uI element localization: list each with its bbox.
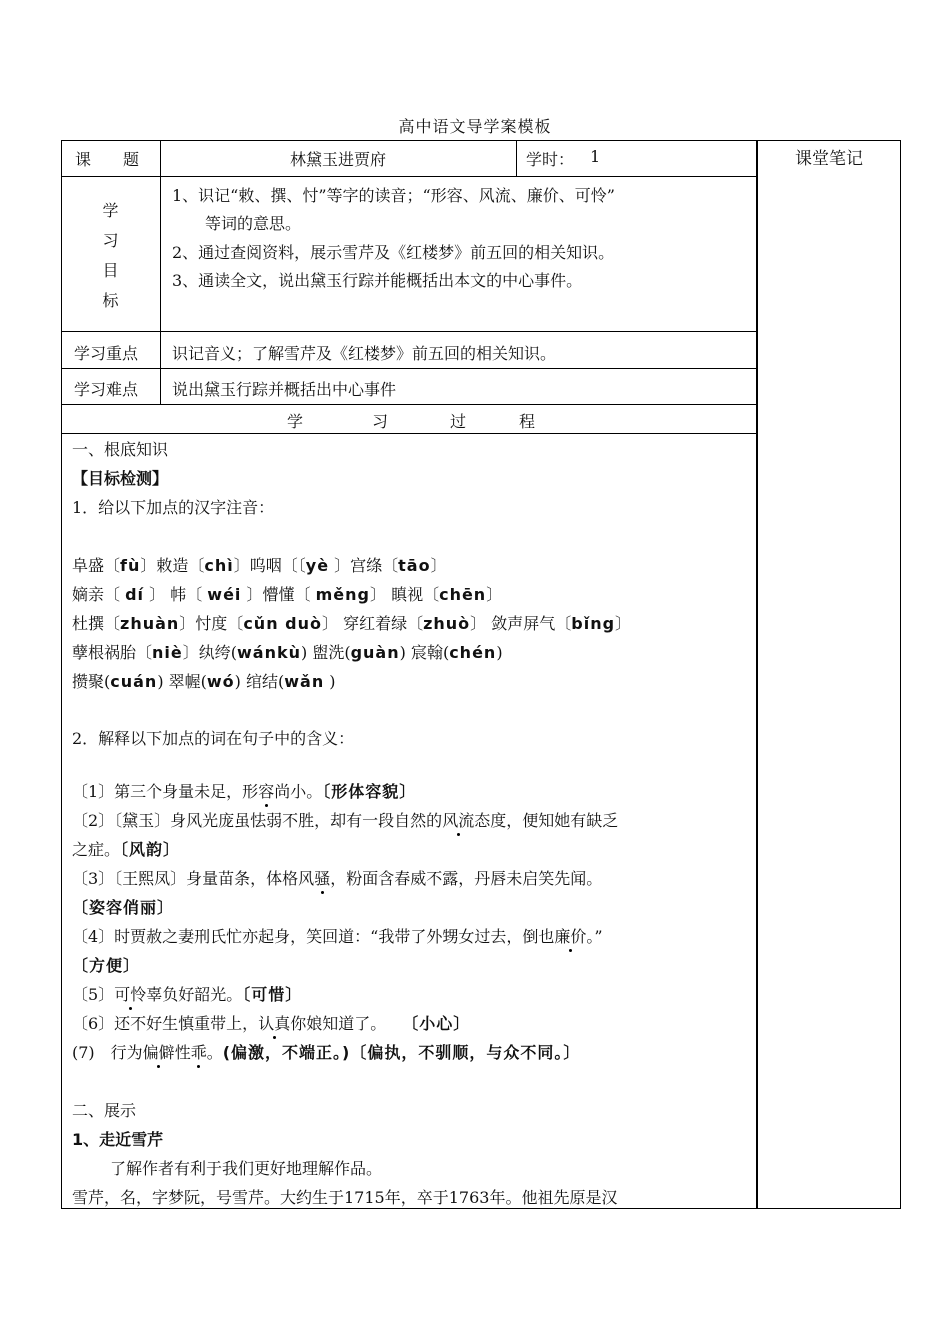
row-divider-1 — [61, 176, 757, 177]
meaning-text: 〔6〕还不好生慎重带上， — [72, 1014, 259, 1033]
topic-label: 课 题 — [75, 150, 140, 169]
meaning-answer: 〔小心〕 — [410, 1014, 471, 1033]
meaning-emphasized-word: 风流 — [442, 811, 475, 830]
meaning-line — [72, 1014, 470, 1034]
row-divider-4 — [61, 404, 757, 405]
pinyin-text: 攒聚( — [72, 672, 111, 691]
objective-1: 1、识记“敕、撰、忖”等字的读音；“形容、风流、廉价、可怜” — [172, 186, 615, 205]
pinyin-text: ) 宸翰( — [399, 643, 450, 662]
pinyin-answer: niè — [152, 643, 183, 662]
meaning-answer: 〔可惜〕 — [242, 985, 303, 1004]
pinyin-text: ) 盥洗( — [301, 643, 351, 662]
pinyin-text: 〕呜咽〔〔 — [233, 556, 306, 575]
objective-2: 2、通过查阅资料，展示雪芹及《红楼梦》前五回的相关知识。 — [172, 243, 615, 262]
meaning-text: 〔1〕第三个身量未足，形 — [72, 782, 259, 801]
pinyin-text: 〕 — [615, 614, 632, 633]
objective-3: 3、通读全文，说出黛玉行踪并能概括出本文的中心事件。 — [172, 271, 583, 290]
process-label-2: 习 — [372, 412, 389, 431]
meaning-text: 之症。 — [72, 840, 121, 859]
key-points-value: 识记音义；了解雪芹及《红楼梦》前五回的相关知识。 — [172, 344, 557, 363]
objectives-label-1: 学 — [102, 201, 119, 220]
meaning-line — [72, 985, 302, 1005]
hours-label: 学时： — [526, 150, 575, 169]
meaning-line — [72, 898, 174, 918]
objectives-label-2: 习 — [102, 231, 119, 250]
pinyin-answer: bǐng — [571, 614, 616, 633]
meaning-emphasized-word: 可怜 — [114, 985, 147, 1004]
pinyin-answer: wánkù — [237, 643, 301, 662]
pinyin-text: 〕敕造〔 — [140, 556, 205, 575]
notes-label: 课堂笔记 — [795, 149, 863, 169]
difficulties-label: 学习难点 — [74, 380, 139, 399]
difficulties-value: 说出黛玉行踪并概括出中心事件 — [172, 380, 397, 399]
pinyin-text: 〕 穿红着绿〔 — [321, 614, 424, 633]
topic-value: 林黛玉进贾府 — [289, 150, 386, 169]
pinyin-answer: chēn — [439, 585, 487, 604]
pinyin-answer: guàn — [350, 643, 400, 662]
meaning-text: 〔3〕〔王熙凤〕身量苗条，体格风 — [72, 869, 315, 888]
meaning-text: 。 — [206, 1043, 223, 1062]
pinyin-text: 〕宫绦〔 — [329, 556, 399, 575]
pinyin-answer: dí — [125, 585, 145, 604]
hours-divider — [516, 140, 517, 176]
meaning-emphasized-word: 廉价 — [554, 927, 587, 946]
key-points-label: 学习重点 — [74, 344, 139, 363]
pinyin-answer: tāo — [398, 556, 431, 575]
section2-heading: 二、展示 — [72, 1101, 137, 1120]
pinyin-text: 〕 — [486, 585, 503, 604]
q2-text: 2．解释以下加点的词在句子中的含义： — [72, 729, 355, 748]
pinyin-text: 孽根祸胎〔 — [72, 643, 153, 662]
pinyin-answer: zhuò — [423, 614, 471, 633]
meaning-text: 〔2〕〔黛玉〕身风光庞虽怯弱不胜，却有一段自然的 — [72, 811, 443, 830]
pinyin-answer: chén — [449, 643, 497, 662]
pinyin-answer: měng — [315, 585, 370, 604]
pinyin-text: ) — [324, 672, 336, 691]
process-label-1: 学 — [287, 412, 304, 431]
meaning-line — [72, 1043, 580, 1063]
pinyin-text: 嫡亲〔 — [72, 585, 126, 604]
pinyin-answer: zhuàn — [120, 614, 180, 633]
objectives-label-4: 标 — [102, 291, 119, 310]
meaning-text: 尚小。 — [274, 782, 323, 801]
row-divider-5 — [61, 433, 757, 434]
meaning-text: ，粉面含春威不露，丹唇未启笑先闻。 — [330, 869, 603, 888]
pinyin-text: 〕忖度〔 — [179, 614, 244, 633]
process-label-4: 程 — [519, 412, 536, 431]
pinyin-answer: chì — [204, 556, 234, 575]
meaning-answer: (偏激，不端正。)〔偏执，不驯顺，与众不同。〕 — [222, 1043, 581, 1062]
intro-text: 了解作者有利于我们更好地理解作品。 — [110, 1159, 383, 1178]
pinyin-line — [72, 672, 336, 692]
target-check-heading: 【目标检测】 — [72, 469, 169, 488]
pinyin-answer: wó — [206, 672, 235, 691]
meaning-answer: 〔方便〕 — [72, 956, 141, 975]
pinyin-text: 〕 瞋视〔 — [369, 585, 440, 604]
meaning-text: 你娘知道了。 — [290, 1014, 411, 1033]
meaning-text: 〔5〕 — [72, 985, 115, 1004]
meaning-emphasized-word: 偏僻 — [142, 1043, 175, 1062]
pinyin-text: ) 绾结( — [234, 672, 285, 691]
meaning-emphasized-word: 骚 — [314, 869, 331, 888]
doc-title: 高中语文导学案模板 — [398, 117, 552, 136]
label-column-divider — [160, 140, 161, 404]
meaning-emphasized-word: 认真 — [258, 1014, 291, 1033]
pinyin-line — [72, 556, 447, 576]
pinyin-text: 〕 — [430, 556, 447, 575]
pinyin-line — [72, 643, 503, 663]
objective-1-cont: 等词的意思。 — [205, 214, 302, 233]
meaning-line — [72, 840, 180, 860]
pinyin-text: 〕纨绔( — [182, 643, 237, 662]
pinyin-text: 〕 帏〔 — [144, 585, 208, 604]
meaning-emphasized-word: 乖 — [190, 1043, 207, 1062]
q1-text: 1．给以下加点的汉字注音： — [72, 498, 275, 517]
meaning-line — [72, 782, 416, 802]
pinyin-answer: wǎn — [284, 672, 325, 691]
hours-value: 1 — [590, 147, 601, 166]
bio-text: 雪芹，名，字梦阮，号雪芹。大约生于1715年，卒于1763年。他祖先原是汉 — [72, 1188, 618, 1207]
sub1-heading: 1、走近雪芹 — [72, 1130, 164, 1149]
pinyin-text: 阜盛〔 — [72, 556, 121, 575]
meaning-emphasized-word: 容 — [258, 782, 275, 801]
section1-heading: 一、根底知识 — [72, 440, 169, 459]
meaning-line — [72, 927, 603, 947]
pinyin-answer: cuán — [110, 672, 158, 691]
pinyin-text: ) — [496, 643, 503, 662]
meaning-line — [72, 956, 140, 976]
meaning-line — [72, 811, 618, 831]
pinyin-answer: yè — [305, 556, 330, 575]
pinyin-text: 〕 敛声屏气〔 — [470, 614, 572, 633]
pinyin-answer: cǔn duò — [243, 614, 322, 633]
meaning-text: 辜负好韶光。 — [146, 985, 243, 1004]
pinyin-text: ) 翠幄( — [157, 672, 207, 691]
meaning-text: 性 — [174, 1043, 191, 1062]
meaning-answer: 〔姿容俏丽〕 — [72, 898, 175, 917]
meaning-answer: 〔风韵〕 — [120, 840, 181, 859]
process-label-3: 过 — [450, 412, 467, 431]
meaning-line — [72, 869, 602, 889]
pinyin-text: 〕懵懂〔 — [241, 585, 316, 604]
pinyin-answer: wéi — [207, 585, 242, 604]
meaning-text: 。” — [586, 927, 603, 946]
pinyin-answer: fù — [120, 556, 141, 575]
notes-column-divider — [756, 140, 758, 1209]
meaning-text: 态度，便知她有缺乏 — [474, 811, 619, 830]
row-divider-2 — [61, 331, 757, 332]
meaning-text: 〔4〕时贾赦之妻刑氏忙亦起身，笑回道：“我带了外甥女过去，倒也 — [72, 927, 555, 946]
row-divider-3 — [61, 368, 757, 369]
meaning-text: (7) 行为 — [72, 1043, 143, 1062]
objectives-label-3: 目 — [102, 261, 119, 280]
pinyin-line — [72, 585, 502, 605]
pinyin-text: 杜撰〔 — [72, 614, 121, 633]
pinyin-line — [72, 614, 631, 634]
meaning-answer: 〔形体容貌〕 — [322, 782, 417, 801]
